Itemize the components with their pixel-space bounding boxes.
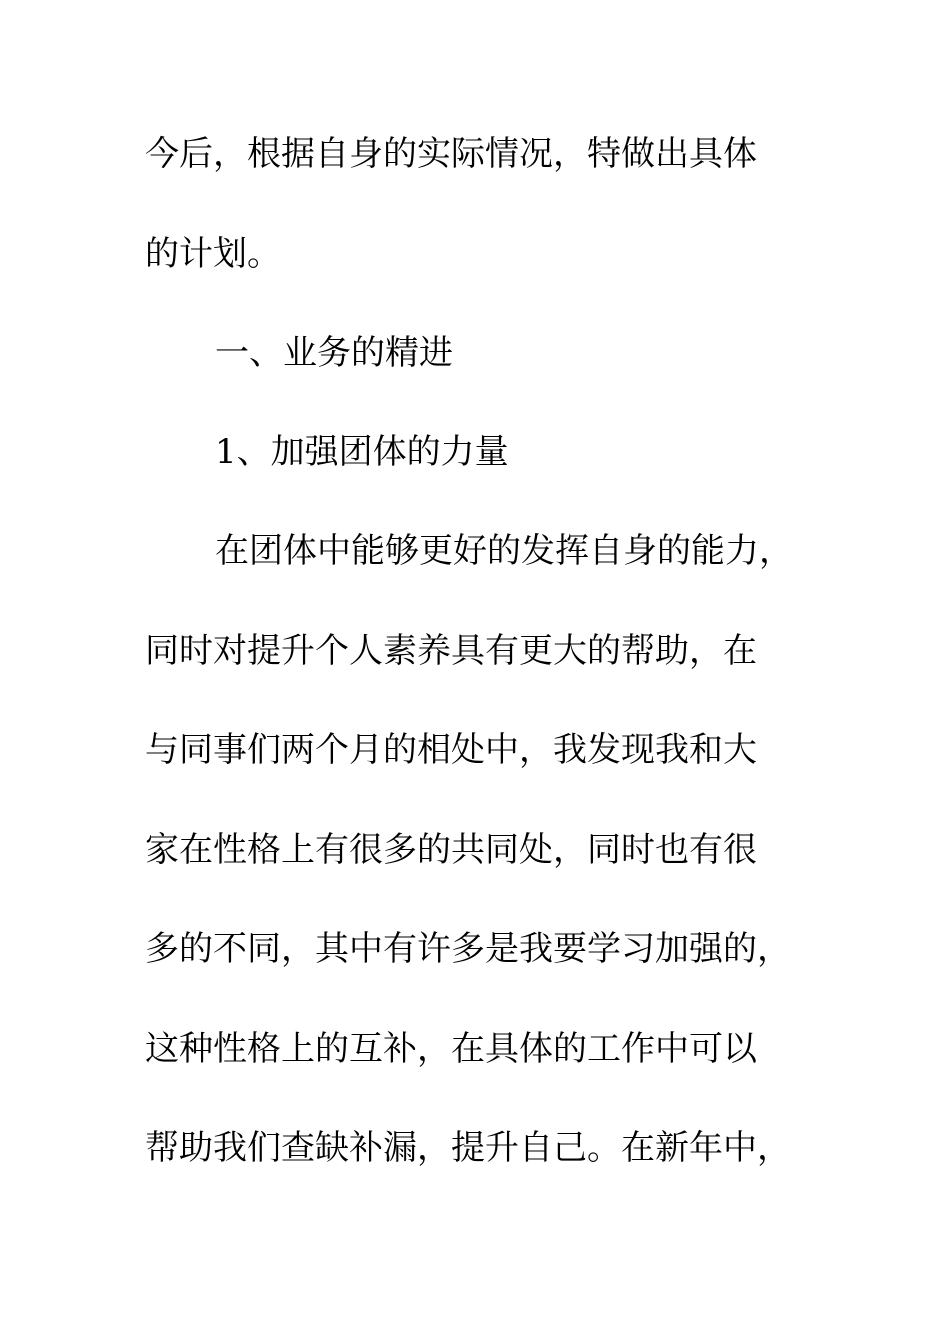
text-line: 今后，根据自身的实际情况，特做出具体: [145, 134, 757, 174]
text-line: 的计划。: [145, 234, 281, 274]
text-line: 与同事们两个月的相处中，我发现我和大: [145, 730, 757, 770]
text-line: 这种性格上的互补，在具体的工作中可以: [145, 1029, 757, 1069]
text-line: 同时对提升个人素养具有更大的帮助，在: [145, 631, 757, 671]
text-line: 多的不同，其中有许多是我要学习加强的，: [145, 929, 791, 969]
section-heading: 一、业务的精进: [215, 333, 453, 373]
subsection-heading: 1、加强团体的力量: [215, 432, 509, 472]
paragraph-first-line: 在团体中能够更好的发挥自身的能力，: [215, 531, 793, 571]
text-line: 帮助我们查缺补漏，提升自己。在新年中，: [145, 1128, 791, 1168]
text-line: 家在性格上有很多的共同处，同时也有很: [145, 830, 757, 870]
